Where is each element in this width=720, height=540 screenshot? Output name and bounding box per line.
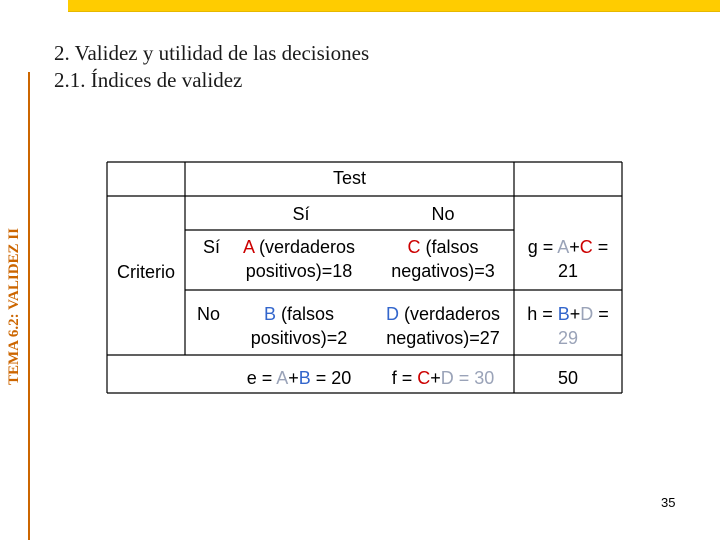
col-header-si: Sí <box>292 204 310 224</box>
cell-total: 50 <box>557 368 579 388</box>
cell-c: C (falsos negativos)=3 <box>391 237 495 281</box>
title-line-2: 2.1. Índices de validez <box>54 68 243 92</box>
cell-b: B (falsos positivos)=2 <box>250 304 348 348</box>
page-number: 35 <box>661 495 676 510</box>
row-header-no: No <box>196 304 220 324</box>
criterio-label: Criterio <box>116 262 175 282</box>
sidebar-label: TEMA 6.2: VALIDEZ II <box>5 227 22 385</box>
title-line-1: 2. Validez y utilidad de las decisiones <box>54 41 370 65</box>
cell-d: D (verdaderos negativos)=27 <box>385 304 501 348</box>
cell-g: g = A+C = 21 <box>527 237 609 281</box>
col-header-no: No <box>431 204 455 224</box>
cell-a: A (verdaderos positivos)=18 <box>242 237 356 281</box>
test-header: Test <box>332 168 366 188</box>
cell-h: h = B+D = 29 <box>527 304 609 348</box>
row-header-si: Sí <box>202 237 220 257</box>
cell-f: f = C+D = 30 <box>391 368 495 388</box>
cell-e: e = A+B = 20 <box>246 368 352 388</box>
